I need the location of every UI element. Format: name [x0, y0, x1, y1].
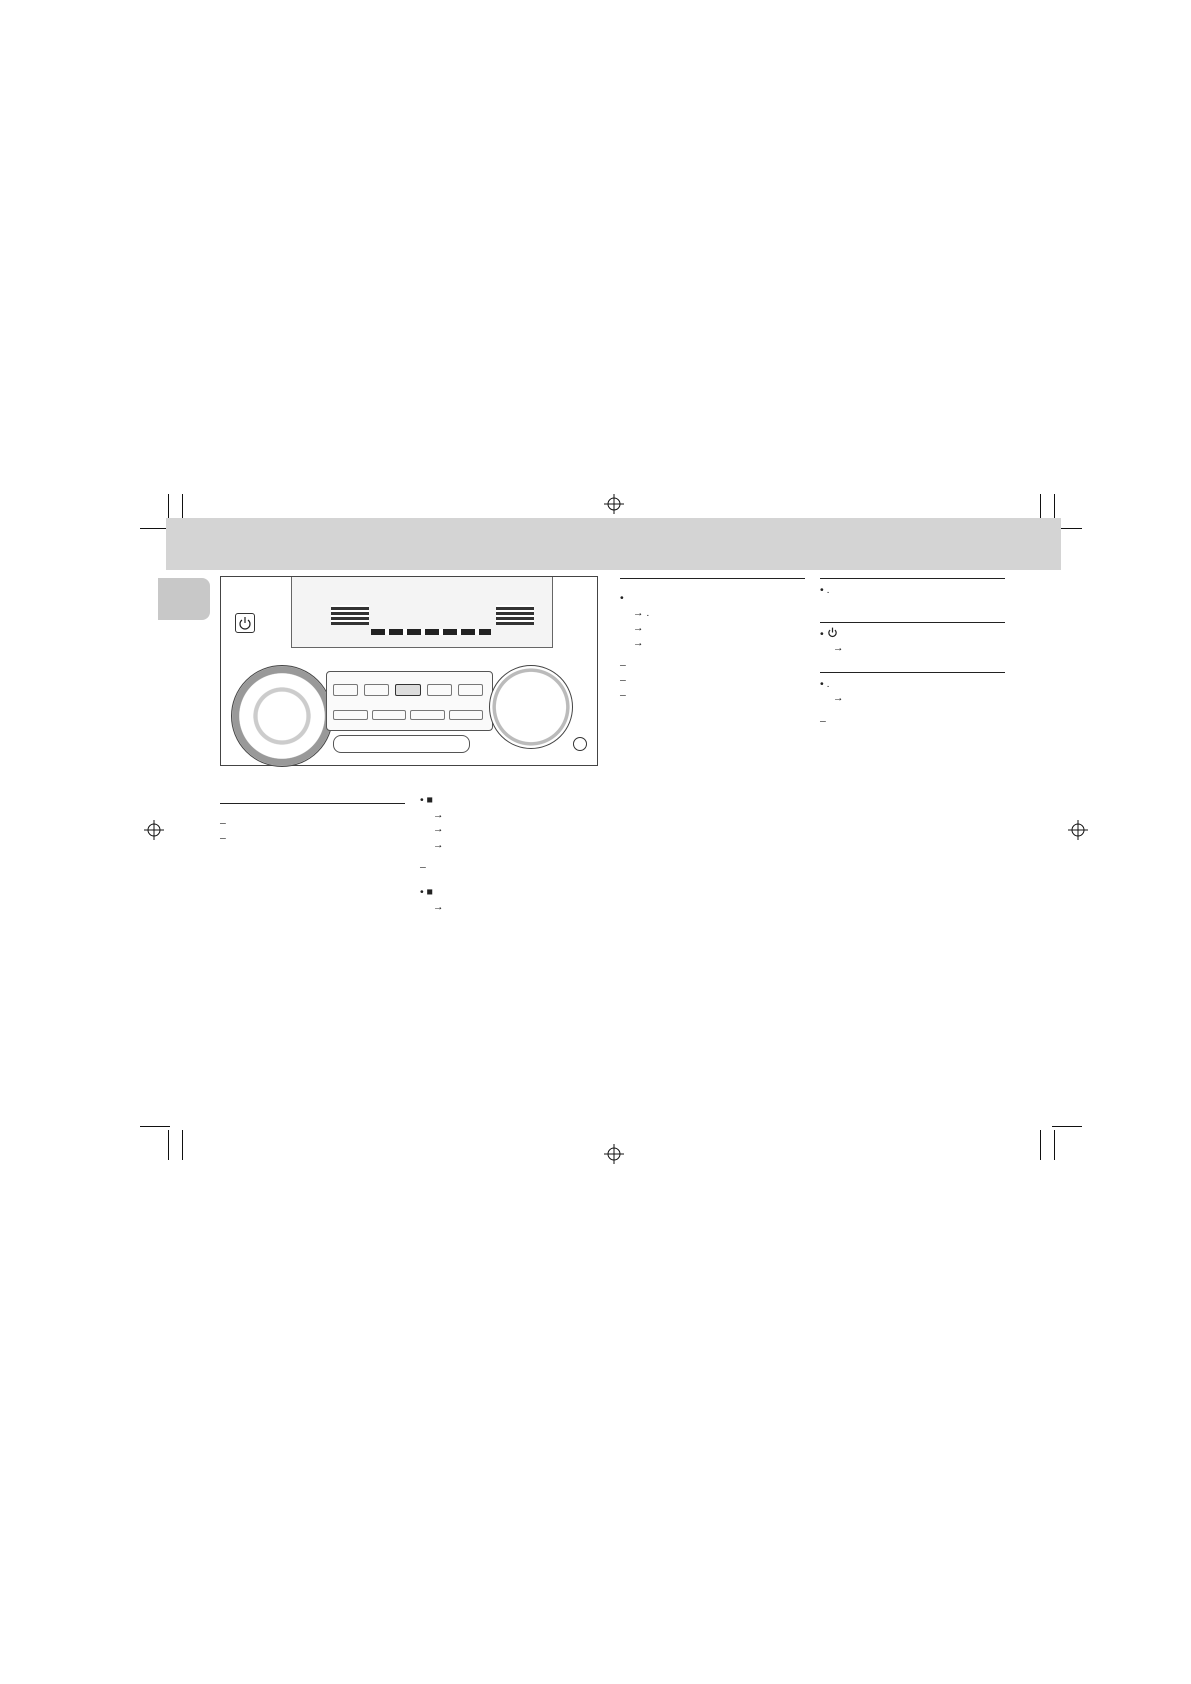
- switch-on-bullet: • .: [820, 584, 830, 596]
- registration-target-icon: [144, 820, 164, 840]
- start-demo-bullet: • ■: [420, 885, 433, 898]
- registration-target-icon: [604, 1144, 624, 1164]
- registration-target-icon: [1068, 820, 1088, 840]
- power-icon: [236, 614, 254, 632]
- right-level-meter: [496, 605, 534, 625]
- standby-button: [235, 613, 255, 633]
- left-level-meter: [331, 605, 369, 625]
- headphone-jack: [573, 737, 587, 751]
- column-4: [820, 578, 1005, 729]
- easy-set-result: → .: [633, 606, 650, 619]
- easy-set-result: →: [633, 636, 644, 649]
- crop-mark: [1054, 1130, 1055, 1160]
- sound-navigation-jog: [333, 735, 470, 753]
- crop-mark: [1040, 1130, 1041, 1160]
- registration-target-icon: [604, 494, 624, 514]
- standby-bullet: •: [820, 627, 1005, 642]
- spectrum-bars: [371, 629, 491, 635]
- crop-mark: [140, 1126, 170, 1127]
- select-source-result: →: [833, 692, 844, 705]
- stop-demo-result: →: [433, 838, 444, 851]
- note-item: –: [820, 714, 826, 727]
- select-source-bullet: • .: [820, 677, 830, 690]
- stop-square-icon: ■: [426, 794, 433, 806]
- crop-mark: [182, 1130, 183, 1160]
- stop-demo-bullet: • ■: [420, 794, 433, 806]
- start-demo-result: →: [433, 900, 444, 913]
- column-3: [620, 578, 805, 702]
- stop-demo-result: →: [433, 823, 444, 836]
- power-icon: [827, 627, 838, 638]
- crop-mark: [1052, 1126, 1082, 1127]
- note-item: –: [620, 673, 626, 686]
- note-item: –: [620, 659, 626, 672]
- column-2: [420, 793, 605, 914]
- crop-mark: [168, 1130, 169, 1160]
- easy-set-result: →: [633, 622, 644, 635]
- note-item: –: [220, 831, 226, 844]
- stop-demo-result: →: [433, 808, 444, 821]
- note-item: –: [620, 688, 626, 701]
- note-item: –: [420, 861, 426, 874]
- stop-square-icon: ■: [426, 885, 433, 898]
- header-band: [166, 518, 1061, 570]
- column-1: [220, 793, 405, 845]
- standby-result: →: [833, 642, 844, 655]
- device-front-panel-illustration: [220, 576, 598, 766]
- language-tab: [158, 578, 210, 620]
- note-item: –: [220, 817, 226, 829]
- transport-controls: [326, 671, 493, 731]
- volume-knob: [489, 665, 573, 749]
- jog-dial: [231, 665, 333, 767]
- easy-set-bullet: •: [620, 592, 624, 604]
